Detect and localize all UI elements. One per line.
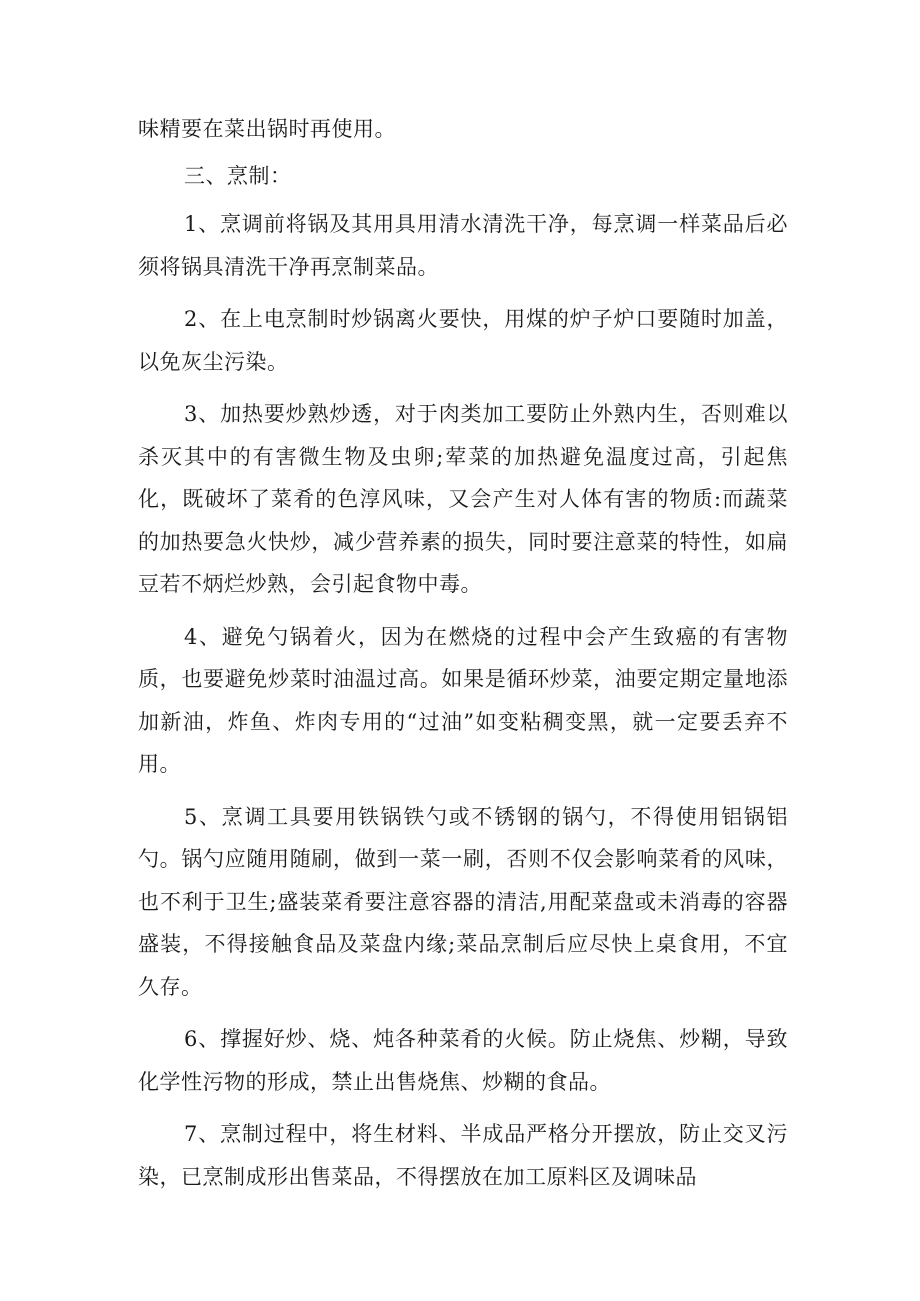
paragraph-2: 2、在上电烹制时炒锅离火要快，用煤的炉子炉口要随时加盖，以免灰尘污染。 (138, 307, 788, 374)
continued-line: 味精要在菜出锅时再使用。 (138, 117, 396, 141)
paragraph-6: 6、撑握好炒、烧、炖各种菜肴的火候。防止烧焦、炒糊，导致化学性污物的形成，禁止出售烧焦、炒糊的食品。 (138, 1027, 788, 1094)
paragraph-7: 7、烹制过程中，将生材料、半成品严格分开摆放，防止交叉污染，已烹制成形出售菜品，不得摆放在加工原料区及调味品 (138, 1122, 788, 1189)
paragraph-5: 5、烹调工具要用铁锅铁勺或不锈钢的锅勺，不得使用铝锅铝勺。锅勺应随用随刷，做到一菜一刷，否则不仅会影响菜肴的风味，也不利于卫生;盛装菜肴要注意容器的清洁,用配菜盘或未消毒的容器盛装，不得接触食品及菜盘内缘;菜品烹制后应尽快上桌食用，不宜久存。 (138, 804, 788, 999)
paragraph-1: 1、烹调前将锅及其用具用清水清洗干净，每烹调一样菜品后必须将锅具清洗干净再烹制菜品。 (138, 212, 788, 279)
section-heading: 三、烹制： (184, 163, 292, 188)
document-body (138, 108, 788, 1208)
paragraph-4: 4、避免勺锅着火，因为在燃烧的过程中会产生致癌的有害物质，也要避免炒菜时油温过高。如果是循环炒菜，油要定期定量地添加新油，炸鱼、炸肉专用的“过油”如变粘稠变黑，就一定要丢弃不用。 (138, 624, 788, 776)
paragraph-3: 3、加热要炒熟炒透，对于肉类加工要防止外熟内生，否则难以杀灭其中的有害微生物及虫卵;荤菜的加热避免温度过高，引起焦化，既破坏了菜肴的色淳风味，又会产生对人体有害的物质:而蔬菜的加热要急火快炒，减少营养素的损失，同时要注意菜的特性，如扁豆若不炳烂炒熟，会引起食物中毒。 (138, 402, 788, 596)
